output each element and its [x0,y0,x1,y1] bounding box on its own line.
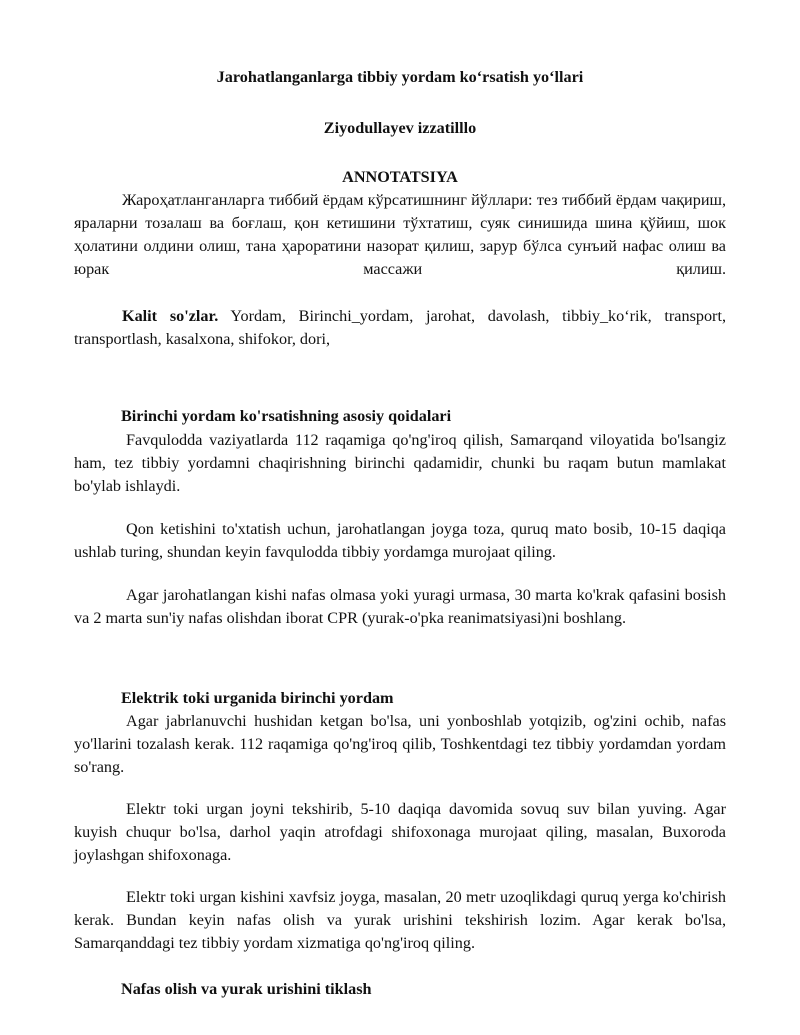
section-heading-electric-shock: Elektrik toki urganida birinchi yordam [121,689,394,707]
annotation-text: Жароҳатланганларга тиббий ёрдам кўрсатишнинг йўллари: тез тиббий ёрдам чақириш, яраларни тозалаш ва боғлаш, қон кетишини тўхтатиш, суяк синишида шина қўйиш, шок ҳолатини олдини олиш, тана ҳароратини назорат қилиш, зарур бўлса сунъий нафас олиш ва юрак массажи қилиш. [74,191,726,278]
annotation-heading: ANNOTATSIYA [342,168,458,186]
paragraph: Elektr toki urgan kishini xavfsiz joyga, masalan, 20 metr uzoqlikdagi quruq yerga ko'chirish kerak. Bundan keyin nafas olish va yurak urishini tekshirish lozim. Agar kerak bo'lsa, Samarqanddagi tez tibbiy yordam xizmatiga qo'ng'iroq qiling. [74,888,726,952]
paragraph: Agar jarohatlangan kishi nafas olmasa yoki yuragi urmasa, 30 marta ko'krak qafasini bosish va 2 marta sun'iy nafas olishdan iborat CPR (yurak-o'pka reanimatsiyasi)ni boshlang. [74,586,726,627]
paragraph: Agar jabrlanuvchi hushidan ketgan bo'lsa, uni yonboshlab yotqizib, og'zini ochib, nafas yo'llarini tozalash kerak. 112 raqamiga qo'ng'iroq qilib, Toshkentdagi tez tibbiy yordamdan yordam so'rang. [74,712,726,776]
keywords-text: Yordam, Birinchi_yordam, jarohat, davolash, tibbiy_ko‘rik, transport, transportlash, kasalxona, shifokor, dori, [74,307,726,348]
document-title: Jarohatlanganlarga tibbiy yordam ko‘rsatish yo‘llari [216,68,584,86]
section-heading-breathing-heartbeat: Nafas olish va yurak urishini tiklash [121,980,372,998]
paragraph: Qon ketishini to'xtatish uchun, jarohatlangan joyga toza, quruq mato bosib, 10-15 daqiqa ushlab turing, shundan keyin favqulodda tibbiy yordamga murojaat qiling. [74,520,726,561]
paragraph: Favqulodda vaziyatlarda 112 raqamiga qo'ng'iroq qilish, Samarqand viloyatida bo'lsangiz ham, tez tibbiy yordamni chaqirishning birinchi qadamidir, chunki bu raqam butun mamlakat bo'ylab ishlaydi. [74,431,726,495]
keywords-label: Kalit so'zlar. [122,307,219,325]
section-heading-first-aid-rules: Birinchi yordam ko'rsatishning asosiy qoidalari [121,407,452,425]
keywords-paragraph [74,305,726,351]
author-name: Ziyodullayev izzatilllo [323,119,477,137]
paragraph: Elektr toki urgan joyni tekshirib, 5-10 daqiqa davomida sovuq suv bilan yuving. Agar kuyish chuqur bo'lsa, darhol yaqin atrofdagi shifoxonaga murojaat qiling, masalan, Buxoroda joylashgan shifoxonaga. [74,800,726,864]
